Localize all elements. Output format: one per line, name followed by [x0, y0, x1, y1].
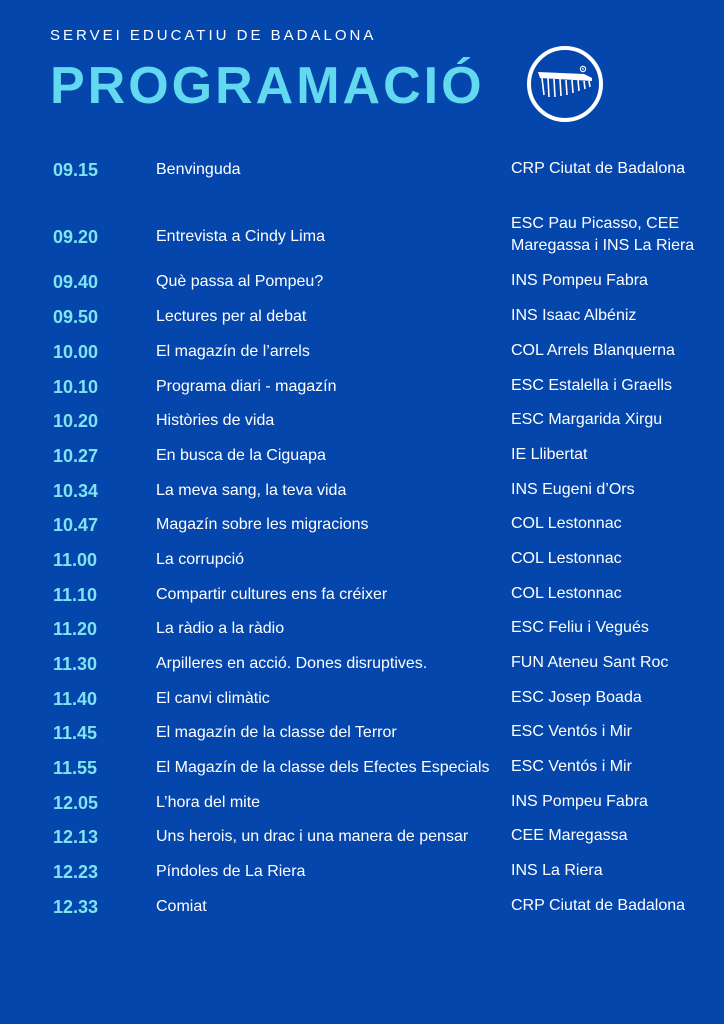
schedule-time: 12.23 [53, 862, 99, 882]
schedule-program: Històries de vida [156, 412, 275, 429]
schedule-program: El magazín de l’arrels [156, 343, 310, 360]
schedule-venue: CEE Maregassa [511, 827, 628, 844]
pier-logo-icon [526, 45, 604, 123]
schedule-venue: CRP Ciutat de Badalona [511, 160, 686, 177]
schedule-time: 10.34 [53, 481, 99, 501]
schedule-venue: INS Pompeu Fabra [511, 793, 648, 810]
schedule-program: Benvinguda [156, 161, 241, 178]
schedule-program: Programa diari - magazín [156, 378, 337, 395]
schedule-time: 12.33 [53, 897, 99, 917]
schedule-venue: INS La Riera [511, 862, 603, 879]
schedule-time: 11.30 [53, 654, 98, 674]
schedule-time: 11.45 [53, 723, 98, 743]
schedule-program: Comiat [156, 898, 207, 915]
schedule-venue: ESC Estalella i Graells [511, 377, 672, 394]
schedule-time: 11.40 [53, 689, 98, 709]
schedule-venue: ESC Josep Boada [511, 689, 642, 706]
schedule-venue: IE Llibertat [511, 446, 588, 463]
schedule-venue: CRP Ciutat de Badalona [511, 897, 686, 914]
schedule-program: El Magazín de la classe dels Efectes Especials [156, 759, 490, 776]
schedule-time: 12.13 [53, 827, 99, 847]
schedule-time: 11.10 [53, 585, 98, 605]
schedule-program: La ràdio a la ràdio [156, 620, 285, 637]
schedule-venue: COL Lestonnac [511, 515, 622, 532]
schedule-time: 10.47 [53, 515, 99, 535]
schedule-program: L’hora del mite [156, 794, 261, 811]
schedule-program: Compartir cultures ens fa créixer [156, 586, 388, 603]
schedule-program: Què passa al Pompeu? [156, 273, 324, 290]
schedule-venue: ESC Margarida Xirgu [511, 411, 663, 428]
schedule-time: 11.55 [53, 758, 98, 778]
schedule-program: Entrevista a Cindy Lima [156, 228, 325, 245]
schedule-venue: ESC Feliu i Vegués [511, 619, 649, 636]
schedule-venue: INS Pompeu Fabra [511, 272, 648, 289]
schedule-time: 11.20 [53, 619, 98, 639]
schedule-time: 10.00 [53, 342, 99, 362]
schedule-venue: ESC Pau Picasso, CEE Maregassa i INS La Riera [511, 215, 695, 254]
schedule-program: Arpilleres en acció. Dones disruptives. [156, 655, 428, 672]
schedule-program: Magazín sobre les migracions [156, 516, 369, 533]
page-title: PROGRAMACIÓ [50, 57, 485, 115]
schedule-time: 10.20 [53, 411, 99, 431]
schedule-time: 09.20 [53, 227, 99, 247]
schedule-time: 09.40 [53, 272, 99, 292]
schedule-program: El magazín de la classe del Terror [156, 724, 397, 741]
schedule-venue: INS Eugeni d’Ors [511, 481, 635, 498]
schedule-venue: COL Lestonnac [511, 550, 622, 567]
schedule-program: Píndoles de La Riera [156, 863, 306, 880]
schedule-program: Lectures per al debat [156, 308, 307, 325]
schedule-time: 11.00 [53, 550, 98, 570]
schedule-program: En busca de la Ciguapa [156, 447, 326, 464]
schedule-time: 09.50 [53, 307, 99, 327]
schedule-venue: ESC Ventós i Mir [511, 723, 632, 740]
schedule-venue: FUN Ateneu Sant Roc [511, 654, 669, 671]
schedule-program: Uns herois, un drac i una manera de pensar [156, 828, 469, 845]
schedule-program: La meva sang, la teva vida [156, 482, 347, 499]
schedule-program: La corrupció [156, 551, 245, 568]
schedule-venue: COL Arrels Blanquerna [511, 342, 675, 359]
schedule-time: 12.05 [53, 793, 99, 813]
schedule-venue: INS Isaac Albéniz [511, 307, 637, 324]
schedule-venue: COL Lestonnac [511, 585, 622, 602]
schedule-program: El canvi climàtic [156, 690, 270, 707]
schedule-time: 10.10 [53, 377, 99, 397]
schedule-time: 10.27 [53, 446, 99, 466]
schedule-venue: ESC Ventós i Mir [511, 758, 632, 775]
schedule-time: 09.15 [53, 160, 99, 180]
organization-name: SERVEI EDUCATIU DE BADALONA [50, 27, 377, 44]
